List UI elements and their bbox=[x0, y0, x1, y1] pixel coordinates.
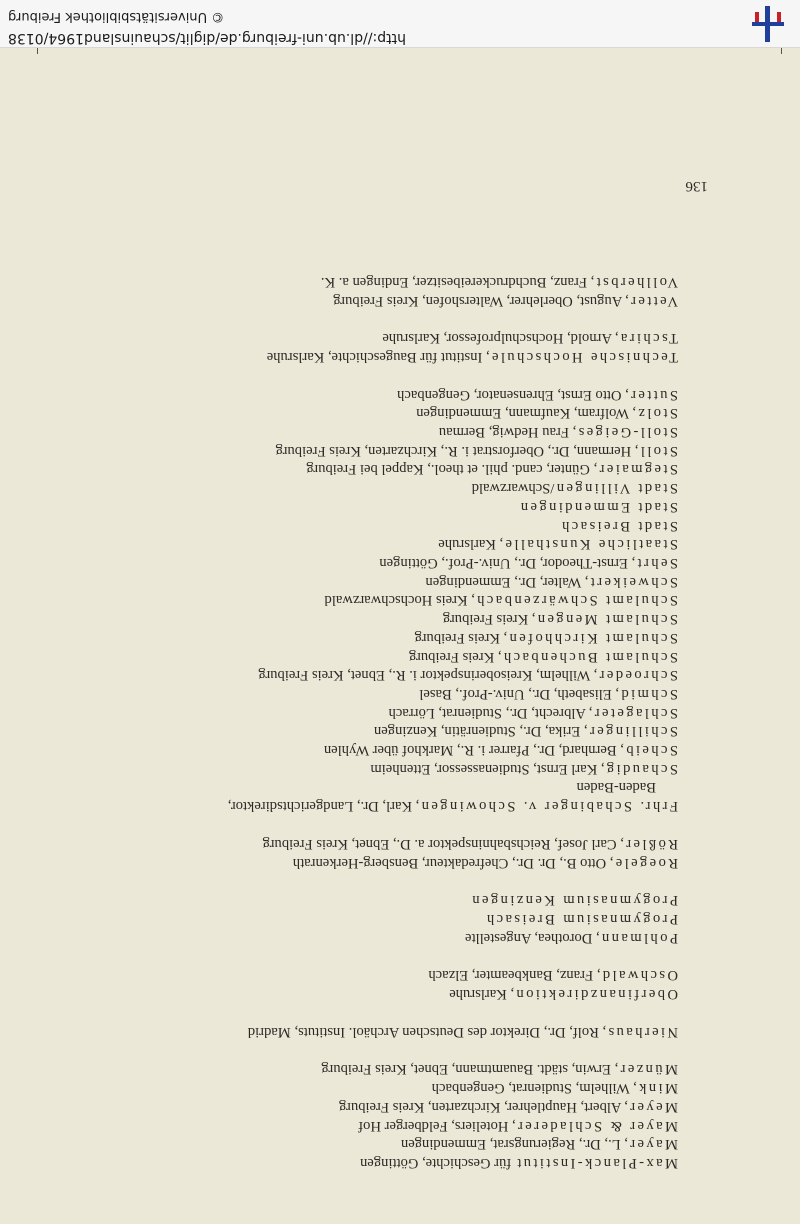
entry-details: , Hoteliers, Feldberger Hof bbox=[358, 1117, 516, 1134]
entry-name: Schillinger bbox=[587, 723, 678, 740]
entry-details: , Franz, Bankbeamter, Elzach bbox=[428, 967, 601, 984]
entry-name: Schaudig bbox=[604, 760, 678, 777]
entry-name: Vetter bbox=[628, 292, 678, 309]
entry-name: Max-Planck-Institut bbox=[514, 1155, 678, 1171]
list-item bbox=[118, 553, 678, 572]
entry-name: Stadt Villingen bbox=[554, 480, 678, 497]
entry-details: , Erika, Dr., Studienrätin, Kenzingen bbox=[373, 723, 588, 740]
list-item bbox=[118, 647, 678, 666]
viewer-credit-bar bbox=[0, 0, 800, 48]
entry-details: , Elisabeth, Dr., Univ.-Prof., Basel bbox=[419, 685, 619, 702]
entry-details: /Schwarzwald bbox=[471, 480, 555, 497]
entry-details: , Ernst-Theodor, Dr., Univ.-Prof., Göttingen bbox=[379, 555, 636, 572]
entry-name: Schulamt Mengen bbox=[535, 611, 678, 628]
copyright-text: © Universitätsbibliothek Freiburg bbox=[8, 9, 225, 24]
entry-details: , L., Dr., Regierungsrat, Emmendingen bbox=[400, 1136, 628, 1153]
divider bbox=[0, 47, 800, 48]
entry-name: Mink bbox=[636, 1080, 678, 1097]
entry-details: , Rolf, Dr., Direktor des Deutschen Archäol. Instituts, Madrid bbox=[247, 1023, 607, 1040]
section-gap bbox=[118, 1041, 678, 1060]
entry-name: Schulamt Schwärzenbach bbox=[474, 592, 678, 609]
list-item bbox=[118, 385, 678, 404]
section-gap bbox=[118, 947, 678, 966]
entry-details: , Kreis Freiburg bbox=[442, 611, 536, 628]
entry-name: Schulamt Buchenbach bbox=[501, 648, 678, 665]
entry-continuation: Baden-Baden bbox=[576, 779, 656, 796]
entry-name: Oschwald bbox=[600, 967, 678, 984]
entry-name: Stolz bbox=[636, 405, 678, 422]
entry-name: Technische Hochschule bbox=[489, 348, 678, 365]
entry-details: , Karl, Dr., Landgerichtsdirektor, bbox=[227, 798, 420, 815]
entry-details: , Carl Josef, Reichsbahninspektor a. D., Ebnet, Kreis Freiburg bbox=[262, 835, 624, 852]
list-item bbox=[118, 609, 678, 628]
entry-name: Scheib bbox=[623, 742, 678, 759]
entry-name: Stoll-Geiges bbox=[576, 424, 678, 441]
member-list bbox=[118, 272, 678, 1172]
entry-name: Nierhaus bbox=[606, 1023, 678, 1040]
list-item bbox=[118, 722, 678, 741]
list-item bbox=[118, 497, 678, 516]
list-item bbox=[118, 684, 678, 703]
list-item bbox=[118, 834, 678, 853]
library-logo bbox=[746, 4, 790, 44]
entry-details: , Albrecht, Dr., Studienrat, Lörrach bbox=[388, 704, 593, 721]
list-item bbox=[118, 628, 678, 647]
entry-details: , Institut für Baugeschichte, Karlsruhe bbox=[266, 348, 490, 365]
entry-name: Schlageter bbox=[592, 704, 678, 721]
entry-name: Meyer bbox=[627, 1098, 678, 1115]
section-gap bbox=[118, 366, 678, 385]
list-item bbox=[118, 291, 678, 310]
scanned-page bbox=[0, 48, 800, 1224]
list-item bbox=[118, 1022, 678, 1041]
entry-details: , Frau Hedwig, Bermau bbox=[438, 424, 577, 441]
list-item bbox=[118, 891, 678, 910]
entry-details: , Erwin, städt. Bauamtmann, Ebnet, Kreis Freiburg bbox=[321, 1061, 619, 1078]
entry-details: , Günter, cand. phil. et theol., Kappel bei Freiburg bbox=[306, 461, 598, 478]
entry-name: Pohlmann bbox=[599, 929, 678, 946]
entry-name: Stadt Emmendingen bbox=[518, 498, 678, 515]
entry-name: Mayer & Schladerer bbox=[515, 1117, 678, 1134]
list-item bbox=[118, 1135, 678, 1154]
list-item bbox=[118, 1060, 678, 1079]
entry-name: Rößler bbox=[623, 835, 678, 852]
list-item bbox=[118, 1116, 678, 1135]
logo-red-bar bbox=[755, 12, 759, 22]
permalink-url[interactable]: http://dl.ub.uni-freiburg.de/diglit/schauinsland1964/0138 bbox=[8, 30, 406, 46]
list-item bbox=[118, 909, 678, 928]
entry-name: Schweikert bbox=[588, 573, 678, 590]
entry-name: Staatliche Kunsthalle bbox=[503, 536, 678, 553]
list-item bbox=[118, 591, 678, 610]
list-item bbox=[118, 404, 678, 423]
entry-name: Schroeder bbox=[597, 667, 678, 684]
entry-name: Progymnasium Kenzingen bbox=[469, 892, 678, 909]
list-item bbox=[118, 1097, 678, 1116]
scan-edge-mark bbox=[781, 48, 782, 54]
entry-details: , Karlsruhe bbox=[438, 536, 504, 553]
list-item bbox=[118, 928, 678, 947]
list-item bbox=[118, 966, 678, 985]
list-item bbox=[118, 347, 678, 366]
list-item bbox=[118, 272, 678, 291]
entry-details: , Kreis Freiburg bbox=[414, 629, 508, 646]
entry-details: , Kreis Hochschwarzwald bbox=[324, 592, 475, 609]
list-item bbox=[118, 329, 678, 348]
entry-details: , August, Oberlehrer, Waltershofen, Kreis Freiburg bbox=[333, 292, 629, 309]
entry-name: Sutter bbox=[628, 386, 678, 403]
list-item bbox=[118, 984, 678, 1003]
list-item bbox=[118, 703, 678, 722]
entry-name: Progymnasium Breisach bbox=[484, 910, 678, 927]
entry-details: , Kreis Freiburg bbox=[408, 648, 502, 665]
list-item bbox=[118, 422, 678, 441]
entry-details: , Otto Ernst, Ehrensenator, Gengenbach bbox=[397, 386, 629, 403]
page-number: 136 bbox=[685, 178, 708, 194]
list-item bbox=[118, 759, 678, 778]
entry-details: , Franz, Buchdruckereibesitzer, Endingen a. K. bbox=[320, 273, 595, 290]
scan-edge-mark bbox=[37, 48, 38, 54]
entry-details: , Karlsruhe bbox=[449, 986, 515, 1003]
entry-details: , Wilhelm, Studienrat, Gengenbach bbox=[431, 1080, 637, 1097]
entry-details: , Karl Ernst, Studienassessor, Ettenheim bbox=[370, 760, 605, 777]
list-item bbox=[118, 479, 678, 498]
entry-details: , Otto B., Dr. Dr., Chefredakteur, Bensberg-Herkenrath bbox=[292, 854, 614, 871]
entry-name: Oberfinanzdirektion bbox=[514, 986, 678, 1003]
entry-name: Vollherbst bbox=[594, 273, 678, 290]
list-item bbox=[118, 1078, 678, 1097]
list-item bbox=[118, 516, 678, 535]
entry-name: Stegmaier bbox=[597, 461, 678, 478]
section-gap bbox=[118, 310, 678, 329]
entry-name: Roegele bbox=[613, 854, 678, 871]
list-item bbox=[118, 535, 678, 554]
section-gap bbox=[118, 815, 678, 834]
entry-details: , Walter, Dr., Emmendingen bbox=[425, 573, 589, 590]
entry-name: Schmid bbox=[619, 685, 678, 702]
entry-name: Frhr. Schabinger v. Schowingen bbox=[419, 798, 678, 815]
section-gap bbox=[118, 1003, 678, 1022]
entry-details: , Bernhard, Dr., Pfarrer i. R., Markhof über Wyhlen bbox=[323, 742, 624, 759]
entry-name: Stoll bbox=[638, 442, 678, 459]
list-item bbox=[118, 460, 678, 479]
entry-details: , Wolfram, Kaufmann, Emmendingen bbox=[416, 405, 636, 422]
entry-details: , Arnold, Hochschulprofessor, Karlsruhe bbox=[382, 330, 619, 347]
entry-name: Schulamt Kirchhofen bbox=[507, 629, 678, 646]
entry-details: , Hermann, Dr., Oberforstrat i. R., Kirchzarten, Kreis Freiburg bbox=[275, 442, 639, 459]
entry-name: Tschira bbox=[618, 330, 678, 347]
list-item bbox=[118, 441, 678, 460]
section-gap bbox=[118, 872, 678, 891]
entry-details: , Wilhelm, Kreisoberinspektor i. R., Ebnet, Kreis Freiburg bbox=[258, 667, 598, 684]
entry-details: , Albert, Hauptlehrer, Kirchzarten, Kreis Freiburg bbox=[339, 1098, 628, 1115]
entry-details: , Dorothea, Angestellte bbox=[465, 929, 600, 946]
entry-details: für Geschichte, Göttingen bbox=[360, 1155, 515, 1171]
entry-name: Stadt Breisach bbox=[559, 517, 678, 534]
logo-red-bar bbox=[777, 12, 781, 22]
entry-name: Mayer bbox=[627, 1136, 678, 1153]
list-item bbox=[118, 740, 678, 759]
list-item bbox=[118, 572, 678, 591]
logo-cross-bar bbox=[752, 22, 784, 26]
entry-name: Münzer bbox=[618, 1061, 678, 1078]
list-item bbox=[118, 796, 678, 815]
list-item bbox=[118, 1153, 678, 1172]
entry-name: Sehrt bbox=[635, 555, 678, 572]
list-item bbox=[118, 666, 678, 685]
list-item bbox=[118, 853, 678, 872]
